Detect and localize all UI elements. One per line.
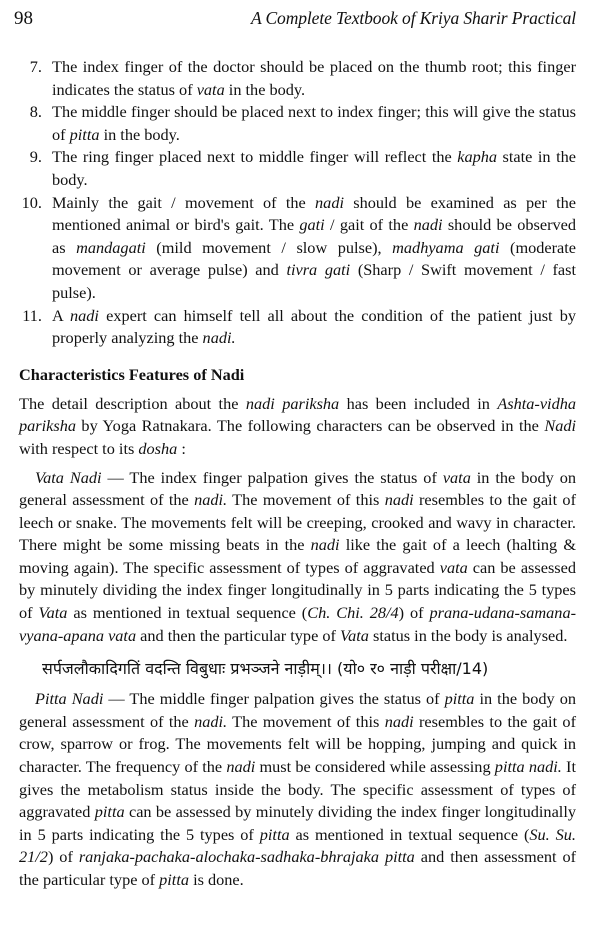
italic-term: nadi pariksha	[245, 393, 340, 413]
list-item-text	[52, 305, 576, 350]
text-run: — The middle finger palpation gives the status of	[103, 689, 445, 709]
page-number: 98	[14, 8, 33, 29]
text-run: status in the body is analysed.	[368, 625, 568, 645]
text-run: and then assessment of the particular type of	[19, 847, 577, 889]
italic-term: Su. Su. 21/2	[19, 824, 576, 867]
text-run: in the body on general assessment of the	[19, 689, 576, 731]
text-run: must be considered while assessing	[255, 757, 495, 777]
vata-nadi-paragraph	[19, 467, 576, 648]
text-run: ) of	[398, 603, 430, 623]
italic-term: vata	[439, 557, 468, 577]
italic-term: pitta	[159, 870, 189, 889]
text-run: expert can himself tell all about the condition of the patient just by properly analyzing the	[52, 305, 576, 348]
text-run: should be examined as per the mentioned animal or bird's gait. The	[52, 192, 577, 235]
numbered-list	[14, 56, 576, 350]
italic-term: nadi.	[202, 328, 236, 348]
text-run: state in the body.	[52, 147, 576, 189]
italic-term: nadi	[310, 535, 340, 555]
list-item-number: 7.	[29, 57, 42, 76]
list-item-number: 9.	[29, 147, 42, 167]
text-run: has been included in	[339, 393, 498, 413]
text-run: The index finger of the doctor should be placed on the thumb root; this finger indicates the status of	[52, 57, 576, 99]
text-run: in the body.	[99, 124, 180, 144]
list-item	[14, 146, 576, 191]
list-item	[14, 305, 576, 350]
list-item-text	[52, 146, 576, 191]
italic-term: Vata	[38, 603, 68, 623]
italic-term: vata	[196, 79, 225, 99]
italic-term: pitta	[259, 824, 290, 844]
text-run: The movement of this	[227, 711, 385, 731]
text-run: The ring finger placed next to middle finger will reflect the	[52, 147, 458, 167]
text-run: should be observed as	[52, 215, 576, 257]
italic-term: nadi.	[194, 711, 228, 731]
text-run: ) of	[47, 847, 79, 867]
italic-term: pitta nadi.	[494, 757, 562, 777]
italic-term: kapha	[457, 147, 498, 167]
list-item	[14, 56, 576, 101]
text-run: as mentioned in textual sequence (	[289, 824, 530, 844]
italic-term: Pitta Nadi	[35, 689, 104, 709]
italic-term: dosha	[138, 438, 178, 458]
italic-term: Vata Nadi	[35, 467, 102, 487]
text-run: can be assessed by minutely dividing the index finger longitudinally in 5 parts indicating the 5 types of	[19, 802, 576, 844]
italic-term: madhyama gati	[392, 237, 500, 257]
text-run: can be assessed by minutely dividing the index finger longitudinally in 5 parts indicating the 5 types of	[19, 557, 576, 623]
italic-term: tivra gati	[286, 260, 351, 280]
running-title: A Complete Textbook of Kriya Sharir Practical	[250, 8, 576, 28]
italic-term: Vata	[340, 625, 369, 645]
text-run: like the gait of a leech (halting & moving again). The specific assessment of types of aggravated	[19, 535, 576, 577]
italic-term: nadi	[70, 305, 99, 325]
italic-term: nadi	[226, 757, 256, 777]
text-run: It gives the metabolism status inside the body. The specific assessment of types of aggravated	[19, 757, 576, 822]
italic-term: mandagati	[76, 237, 146, 257]
italic-term: pitta	[94, 802, 125, 822]
text-run: and then the particular type of	[136, 625, 340, 645]
text-run: The detail description about the	[19, 393, 246, 413]
text-run: :	[177, 438, 186, 458]
italic-term: prana-udana-samana-vyana-apana vata	[19, 603, 577, 645]
list-item-number: 8.	[29, 102, 42, 122]
italic-term: pitta	[69, 124, 100, 144]
list-item-number: 10.	[21, 192, 42, 212]
list-item-text	[52, 101, 576, 146]
intro-paragraph	[19, 393, 576, 461]
italic-term: pitta	[444, 689, 475, 709]
italic-term: ranjaka-pachaka-alochaka-sadhaka-bhrajaka pitta	[78, 847, 415, 867]
text-run: — The index finger palpation gives the status of	[101, 467, 443, 487]
text-run: with respect to its	[19, 438, 139, 458]
text-run: The movement of this	[227, 490, 385, 510]
text-run: by Yoga Ratnakara. The following characters can be observed in the	[75, 416, 545, 436]
italic-term: nadi	[315, 192, 344, 212]
italic-term: Ashta-vidha pariksha	[19, 393, 577, 436]
italic-term: nadi	[413, 215, 443, 235]
text-run: in the body.	[224, 79, 306, 99]
text-run: resembles to the gait of crow, sparrow or frog. The movements felt will be hopping, jumping and quick in character. The frequency of the	[19, 711, 576, 777]
text-run: / gait of the	[324, 215, 414, 235]
list-item	[14, 101, 576, 146]
list-item-number: 11.	[22, 305, 42, 325]
text-run: resembles to the gait of leech or snake. The movements felt will be creeping, crooked and wavy in character. There might be some missing beats in the	[19, 490, 576, 555]
text-run: A	[52, 305, 70, 325]
text-run: (Sharp / Swift movement / fast pulse).	[52, 260, 577, 302]
list-item-text	[52, 56, 576, 101]
italic-term: gati	[299, 215, 325, 235]
page-header	[14, 8, 576, 40]
sanskrit-verse: सर्पजलौकादिगतिं वदन्ति विबुधाः प्रभञ्जने नाड़ीम्।। (यो० र० नाड़ी परीक्षा/14)	[42, 659, 489, 679]
italic-term: nadi	[384, 711, 414, 731]
italic-term: nadi	[384, 490, 414, 510]
pitta-nadi-paragraph	[19, 688, 576, 891]
list-item	[14, 192, 576, 305]
text-run: Mainly the gait / movement of the	[52, 192, 316, 212]
italic-term: vata	[442, 467, 471, 487]
section-heading: Characteristics Features of Nadi	[19, 364, 245, 384]
text-run: (mild movement / slow pulse),	[145, 237, 393, 257]
text-run: The middle finger should be placed next to index finger; this will give the status of	[52, 102, 576, 144]
text-run: as mentioned in textual sequence (	[67, 603, 308, 623]
italic-term: nadi.	[194, 490, 228, 510]
list-item-text	[52, 192, 576, 305]
text-run: (moderate movement or average pulse) and	[52, 237, 577, 280]
italic-term: Ch. Chi. 28/4	[307, 603, 399, 623]
text-run: is done.	[189, 870, 244, 889]
text-run: in the body on general assessment of the	[19, 467, 577, 510]
italic-term: Nadi	[544, 416, 576, 436]
